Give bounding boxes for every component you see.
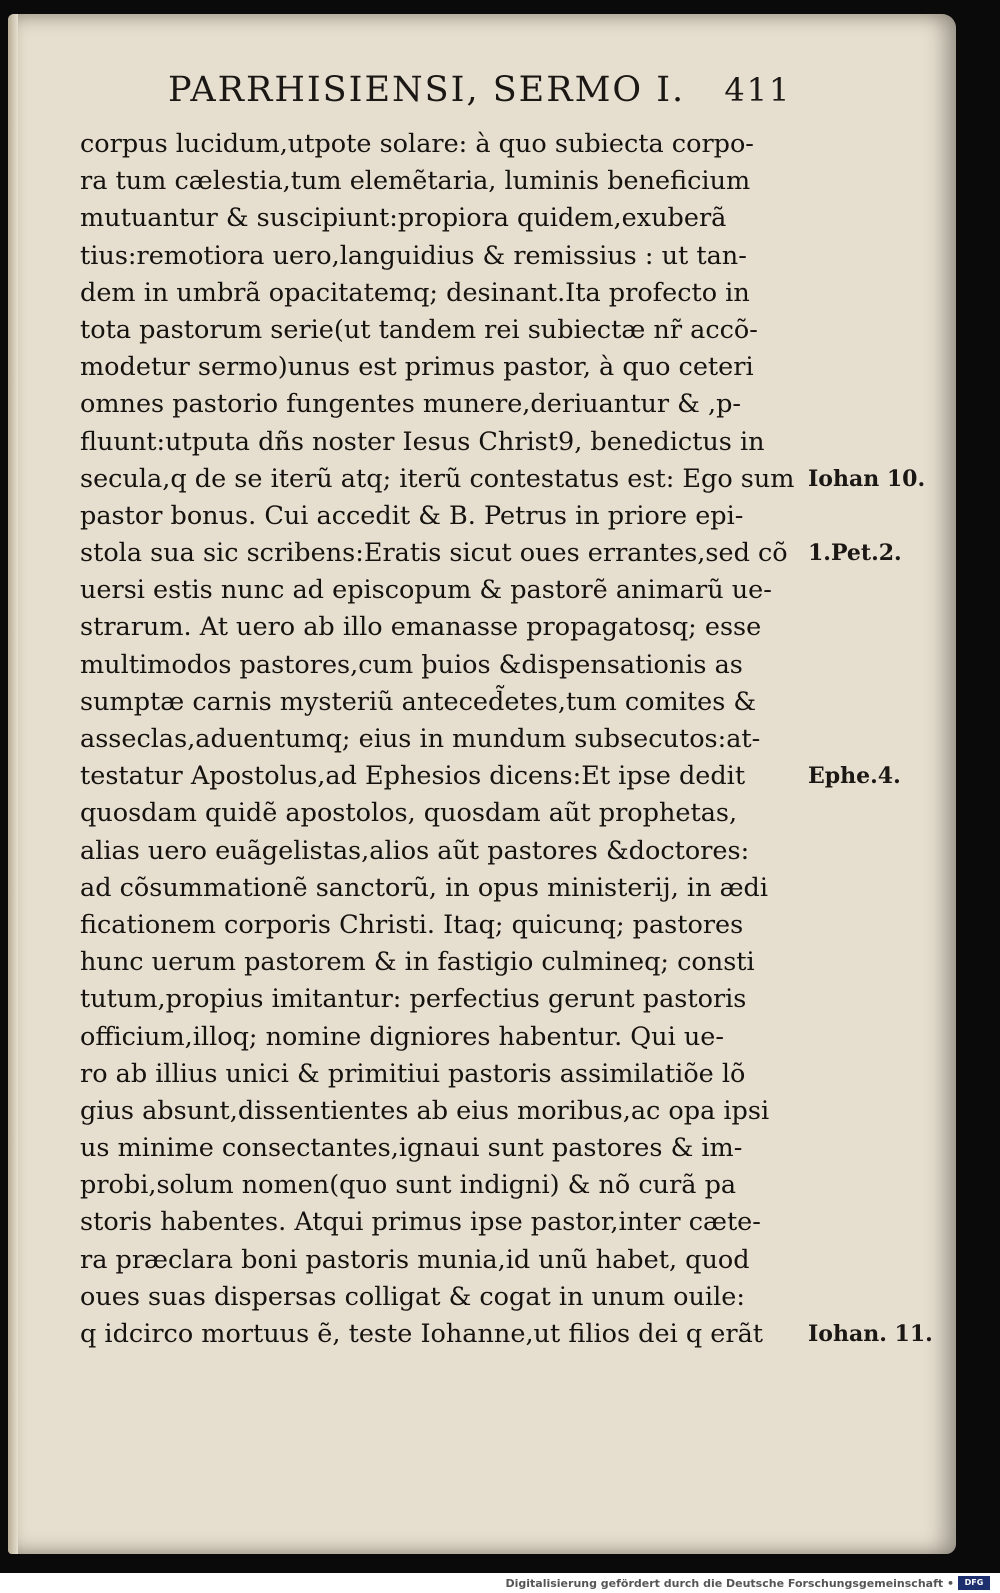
margin-note: Ephe.4.: [808, 763, 901, 790]
text-line: ra præclara boni pastoris munia,id unũ habet, quod: [80, 1244, 750, 1275]
text-line: us minime consectantes,ignaui sunt pastores & im-: [80, 1133, 743, 1164]
margin-note: 1.Pet.2.: [808, 540, 902, 567]
text-line: hunc uerum pastorem & in fastigio culmineq; consti: [80, 947, 755, 978]
page-gutter-edge: [8, 14, 18, 1554]
text-line: tius:remotiora uero,languidius & remissius : ut tan-: [80, 240, 747, 271]
text-line: corpus lucidum,utpote solare: à quo subiecta corpo-: [80, 129, 754, 159]
text-line: secula,q de se iterũ atq; iterũ contestatus est: Ego sum: [80, 463, 795, 494]
text-line: testatur Apostolus,ad Ephesios dicens:Et ipse dedit: [80, 761, 746, 792]
dfg-logo: DFG: [958, 1576, 990, 1590]
text-line: ficationem corporis Christi. Itaq; quicunq; pastores: [80, 909, 744, 940]
text-line: ro ab illius unici & primitiui pastoris assimilatiõe lõ: [80, 1058, 746, 1089]
text-line: strarum. At uero ab illo emanasse propagatosq; esse: [80, 612, 762, 643]
text-line: uersi estis nunc ad episcopum & pastorẽ animarũ ue-: [80, 575, 772, 606]
text-line: fluunt:utputa dñs noster Iesus Christ9, benedictus in: [80, 426, 765, 457]
text-line: modetur sermo)unus est primus pastor, à quo ceteri: [80, 352, 754, 383]
text-line: officium,illoq; nomine digniores habentur. Qui ue-: [80, 1021, 724, 1052]
text-line: ra tum cælestia,tum elemẽtaria, luminis beneficium: [80, 166, 751, 197]
running-header: [168, 70, 928, 110]
text-line: probi,solum nomen(quo sunt indigni) & nõ curã pa: [80, 1170, 737, 1201]
text-line: multimodos pastores,cum þuios &dispensationis as: [80, 649, 743, 680]
text-line: quosdam quidẽ apostolos, quosdam aũt prophetas,: [80, 798, 738, 829]
text-line: dem in umbrã opacitatemq; desinant.Ita profecto in: [80, 277, 750, 308]
text-line: pastor bonus. Cui accedit & B. Petrus in priore epi-: [80, 500, 744, 531]
margin-note: Iohan. 11.: [808, 1321, 933, 1348]
text-line: ad cõsummationẽ sanctorũ, in opus ministerij, in ædi: [80, 872, 769, 903]
text-line: stola sua sic scribens:Eratis sicut oues errantes,sed cõ: [80, 538, 788, 569]
main-text-block: [80, 126, 800, 1353]
text-line: mutuantur & suscipiunt:propiora quidem,exuberã: [80, 203, 727, 234]
folio-number: 411: [724, 71, 792, 109]
text-line: q idcirco mortuus ẽ, teste Iohanne,ut filios dei q erãt: [80, 1319, 764, 1349]
text-line: asseclas,aduentumq; eius in mundum subsecutos:at-: [80, 724, 761, 754]
text-line: sumptæ carnis mysteriũ anteced̃etes,tum comites &: [80, 686, 757, 717]
digitization-credit: Digitalisierung gefördert durch die Deutsche Forschungsgemeinschaft •: [505, 1577, 954, 1590]
margin-note: Iohan 10.: [808, 465, 926, 492]
text-line: oues suas dispersas colligat & cogat in unum ouile:: [80, 1281, 745, 1312]
running-title: PARRHISIENSI, SERMO I.: [168, 70, 686, 110]
text-line: gius absunt,dissentientes ab eius moribus,ac opa ipsi: [80, 1095, 770, 1126]
text-line: tota pastorum serie(ut tandem rei subiectæ nr̃ accõ-: [80, 314, 758, 345]
text-line: omnes pastorio fungentes munere,deriuantur & ,p-: [80, 389, 742, 420]
text-line: storis habentes. Atqui primus ipse pastor,inter cæte-: [80, 1207, 761, 1238]
text-line: tutum,propius imitantur: perfectius gerunt pastoris: [80, 984, 747, 1015]
text-line: alias uero euãgelistas,alios aũt pastores &doctores:: [80, 835, 750, 866]
